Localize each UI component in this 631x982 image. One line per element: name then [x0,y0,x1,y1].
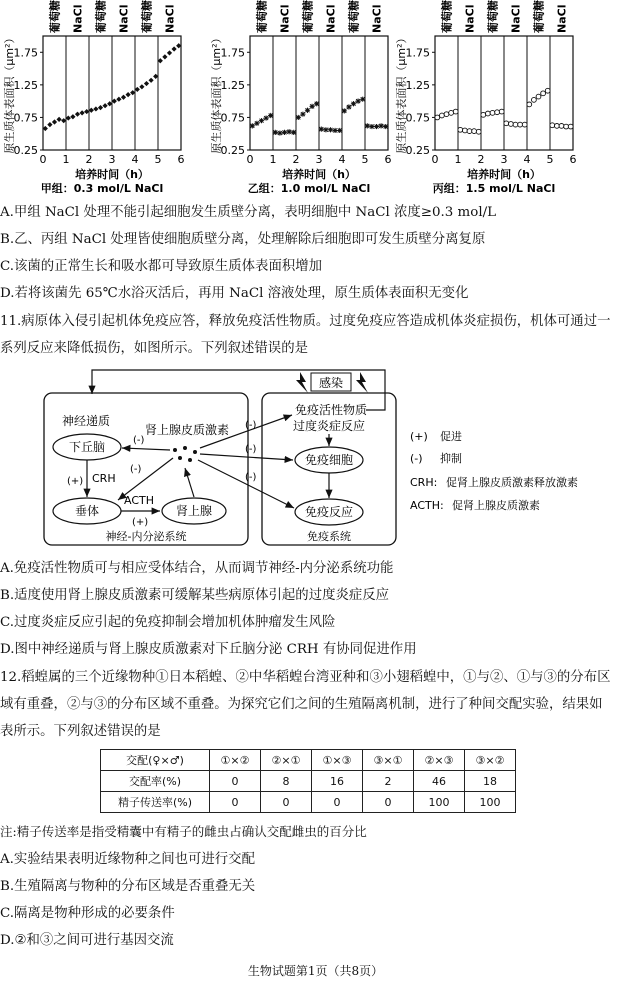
y-tick-label: 0.75 [405,111,430,125]
data-point [93,106,98,111]
data-point [481,112,486,117]
table-row: 交配(♀×♂) ①×② ②×① ①×③ ③×① ②×③ ③×② [101,750,516,771]
neuro-immune-diagram [0,360,631,555]
svg-text:ACTH:: ACTH: [410,499,444,512]
data-point [504,121,509,126]
data-point [564,124,569,129]
table-row: 交配率(%) 0 8 16 2 46 18 [101,771,516,792]
q10-option-b: B.乙、丙组 NaCl 处理皆使细胞质壁分离，处理解除后细胞即可发生质壁分离复原 [0,232,486,247]
strip-label: NaCl [509,4,523,33]
x-tick-label: 1 [62,153,70,166]
data-point [550,123,555,128]
data-point [467,129,472,134]
data-point [314,101,319,106]
data-point [268,113,273,118]
data-point [449,110,454,115]
data-point [337,128,342,133]
strip-label: 葡萄糖 [347,0,361,33]
chart-panel-1 [209,0,392,195]
data-point [472,129,477,134]
data-point [444,112,449,117]
data-point [305,108,310,113]
data-point [300,112,305,117]
data-point [527,102,532,107]
x-tick-label: 6 [569,153,577,166]
q11-stem [0,308,628,362]
strip-label: NaCl [555,4,569,33]
data-point [333,128,338,133]
svg-text:(-): (-) [130,464,142,475]
data-point [374,124,379,129]
data-point [463,128,468,133]
data-point [365,123,370,128]
data-point [568,124,573,129]
svg-text:肾上腺皮质激素: 肾上腺皮质激素 [145,423,230,437]
data-point [351,101,356,106]
q11-stem-line1: 11.病原体入侵引起机体免疫应答，释放免疫活性物质。过度免疫应答造成机体炎症损伤，机体可通过一 [0,314,611,329]
svg-text:免疫细胞: 免疫细胞 [304,453,354,467]
x-tick-label: 1 [454,153,462,166]
q12-option-c: C.隔离是物种形成的必要条件 [0,906,175,921]
data-point [346,104,351,109]
q12-options [0,846,628,954]
x-tick-label: 0 [431,153,439,166]
strip-label: NaCl [117,4,131,33]
data-point [310,104,315,109]
x-axis-label: 培养时间（h） [282,168,356,181]
data-point [250,123,255,128]
q12-stem: 12.稻蝗属的三个近缘物种①日本稻蝗、②中华稻蝗台湾亚种和③小翅稻蝗中，①与②、①与③的分布区 域有重叠，②与③的分布区域不重叠。为探究它们之间的生殖隔离机制，进行了种间交配实验，结果如 表所示。下列叙述错误的是 [0,670,611,739]
y-tick-label: 1.25 [220,78,245,92]
q10-option-d: D.若将该菌先 65℃水浴灭活后，再用 NaCl 溶液处理，原生质体表面积无变化 [0,286,469,301]
data-point [282,130,287,135]
figure-plasmolysis-charts [0,0,631,200]
data-point [75,112,80,117]
q11-stem-line2: 系列反应来降低损伤，如图所示。下列叙述错误的是 [0,341,308,356]
strip-label: 葡萄糖 [301,0,315,33]
x-tick-label: 5 [546,153,554,166]
strip-label: 葡萄糖 [94,0,108,33]
data-point [555,123,560,128]
data-point [559,123,564,128]
lightning-icon [356,372,368,393]
x-tick-label: 4 [523,153,531,166]
diagram-legend [410,429,578,512]
data-point [486,111,491,116]
x-tick-label: 6 [384,153,392,166]
svg-text:促肾上腺皮质激素: 促肾上腺皮质激素 [452,499,540,512]
data-point [103,103,108,108]
y-tick-label: 0.25 [220,144,245,157]
x-tick-label: 5 [154,153,162,166]
panel-caption: 甲组：0.3 mol/L NaCl [40,182,164,195]
strip-label: NaCl [71,4,85,33]
data-point [541,91,546,96]
svg-text:(-): (-) [245,420,257,431]
data-point [287,129,292,134]
svg-text:抑制: 抑制 [440,452,462,465]
svg-text:促肾上腺皮质激素释放激素: 促肾上腺皮质激素释放激素 [446,476,578,489]
page-footer: 生物试题第1页（共8页） [247,964,384,978]
q11-options [0,555,628,663]
data-point [458,127,463,132]
svg-text:垂体: 垂体 [74,504,100,518]
x-axis-label: 培养时间（h） [75,168,149,181]
data-point [116,97,121,102]
table-note: 注:精子传送率是指受精囊中有精子的雌虫占确认交配雌虫的百分比 [0,824,367,839]
x-tick-label: 1 [269,153,277,166]
svg-text:免疫反应: 免疫反应 [304,505,354,519]
data-point [126,92,131,97]
data-point [264,115,269,120]
svg-text:CRH:: CRH: [410,476,438,489]
data-point [518,122,523,127]
svg-text:(-): (-) [245,444,257,455]
data-point [52,119,57,124]
y-tick-label: 0.75 [13,111,38,125]
data-point [98,105,103,110]
data-point [162,54,167,59]
data-point [259,118,264,123]
data-point [277,130,282,135]
data-point [342,108,347,113]
x-tick-label: 0 [246,153,254,166]
data-point [149,78,154,83]
svg-text:神经递质: 神经递质 [62,414,111,428]
q11-option-a: A.免疫活性物质可与相应受体结合，从而调节神经-内分泌系统功能 [0,561,394,576]
x-tick-label: 3 [108,153,116,166]
x-tick-label: 3 [315,153,323,166]
y-tick-label: 0.75 [220,111,245,125]
data-point [499,109,504,114]
q12-option-b: B.生殖隔离与物种的分布区域是否重叠无关 [0,879,256,894]
strip-label: NaCl [324,4,338,33]
svg-text:CRH: CRH [92,472,116,485]
q12-option-d: D.②和③之间可进行基因交流 [0,933,174,948]
table-row: 精子传送率(%) 0 0 0 0 100 100 [101,792,516,813]
data-point [144,81,149,86]
x-tick-label: 6 [177,153,185,166]
data-point [70,114,75,119]
y-tick-label: 1.75 [405,46,430,60]
data-point [139,84,144,89]
data-point [522,122,527,127]
data-point [369,124,374,129]
x-axis-label: 培养时间（h） [467,168,541,181]
y-axis-label: 原生质体表面积（μm²） [210,32,223,154]
x-tick-label: 4 [131,153,139,166]
chart-panel-2 [394,0,577,195]
data-point [453,109,458,114]
x-tick-label: 2 [292,153,300,166]
data-point [172,46,177,51]
data-point [323,127,328,132]
q11-option-b: B.适度使用肾上腺皮质激素可缓解某些病原体引起的过度炎症反应 [0,588,390,603]
data-point [356,99,361,104]
data-point [532,97,537,102]
data-point [80,110,85,115]
data-point [440,113,445,118]
strip-label: 葡萄糖 [255,0,269,33]
x-tick-label: 5 [361,153,369,166]
panel-caption: 乙组：1.0 mol/L NaCl [247,182,371,195]
data-point [360,97,365,102]
data-point [328,127,333,132]
data-point [509,122,514,127]
strip-label: NaCl [370,4,384,33]
data-point [296,115,301,120]
data-point [273,130,278,135]
lightning-icon [296,372,308,393]
chart-panel-0 [2,0,185,195]
svg-text:促进: 促进 [440,430,462,443]
data-point [379,123,384,128]
x-tick-label: 2 [85,153,93,166]
strip-label: 葡萄糖 [140,0,154,33]
x-tick-label: 0 [39,153,47,166]
svg-text:免疫系统: 免疫系统 [307,530,351,543]
svg-text:(-): (-) [133,435,145,446]
y-tick-label: 0.25 [405,144,430,157]
svg-text:下丘脑: 下丘脑 [68,440,106,454]
q10-options [0,199,628,307]
svg-text:(-): (-) [410,452,423,465]
data-point [291,130,296,135]
y-tick-label: 0.25 [13,144,38,157]
svg-text:神经-内分泌系统: 神经-内分泌系统 [105,530,187,543]
data-point [513,122,518,127]
y-axis-label: 原生质体表面积（μm²） [395,32,408,154]
y-tick-label: 1.75 [13,46,38,60]
data-point [545,88,550,93]
data-point [490,110,495,115]
x-tick-label: 4 [338,153,346,166]
y-tick-label: 1.75 [220,46,245,60]
data-point [121,95,126,100]
strip-label: NaCl [278,4,292,33]
y-tick-label: 1.25 [13,78,38,92]
strip-label: 葡萄糖 [486,0,500,33]
svg-text:肾上腺: 肾上腺 [175,504,213,518]
x-tick-label: 3 [500,153,508,166]
svg-text:(+): (+) [410,430,428,443]
strip-label: 葡萄糖 [48,0,62,33]
data-point [476,129,481,134]
q11-option-d: D.图中神经递质与肾上腺皮质激素对下丘脑分泌 CRH 有协同促进作用 [0,642,417,657]
svg-text:(+): (+) [67,476,84,487]
data-point [254,121,259,126]
svg-text:(-): (-) [245,472,257,483]
svg-text:过度炎症反应: 过度炎症反应 [292,419,366,433]
strip-label: 葡萄糖 [440,0,454,33]
data-point [57,117,62,122]
mating-results-table [100,749,516,813]
svg-text:免疫活性物质: 免疫活性物质 [294,403,368,417]
strip-label: 葡萄糖 [532,0,546,33]
panel-caption: 丙组：1.5 mol/L NaCl [432,182,556,195]
data-point [167,50,172,55]
data-point [435,115,440,120]
y-tick-label: 1.25 [405,78,430,92]
infection-label: 感染 [318,376,344,390]
q10-option-a: A.甲组 NaCl 处理不能引起细胞发生质壁分离，表明细胞中 NaCl 浓度≥0.3 mol/L [0,205,497,220]
strip-label: NaCl [463,4,477,33]
strip-label: NaCl [163,4,177,33]
q12-option-a: A.实验结果表明近缘物种之间也可进行交配 [0,852,255,867]
data-point [47,122,52,127]
q10-option-c: C.该菌的正常生长和吸水都可导致原生质体表面积增加 [0,259,323,274]
svg-text:(+): (+) [132,517,149,528]
x-tick-label: 2 [477,153,485,166]
data-point [536,94,541,99]
svg-text:ACTH: ACTH [124,494,155,507]
data-point [383,124,388,129]
q11-option-c: C.过度炎症反应引起的免疫抑制会增加机体肿瘤发生风险 [0,615,336,630]
data-point [495,110,500,115]
y-axis-label: 原生质体表面积（μm²） [3,32,16,154]
data-point [319,127,324,132]
